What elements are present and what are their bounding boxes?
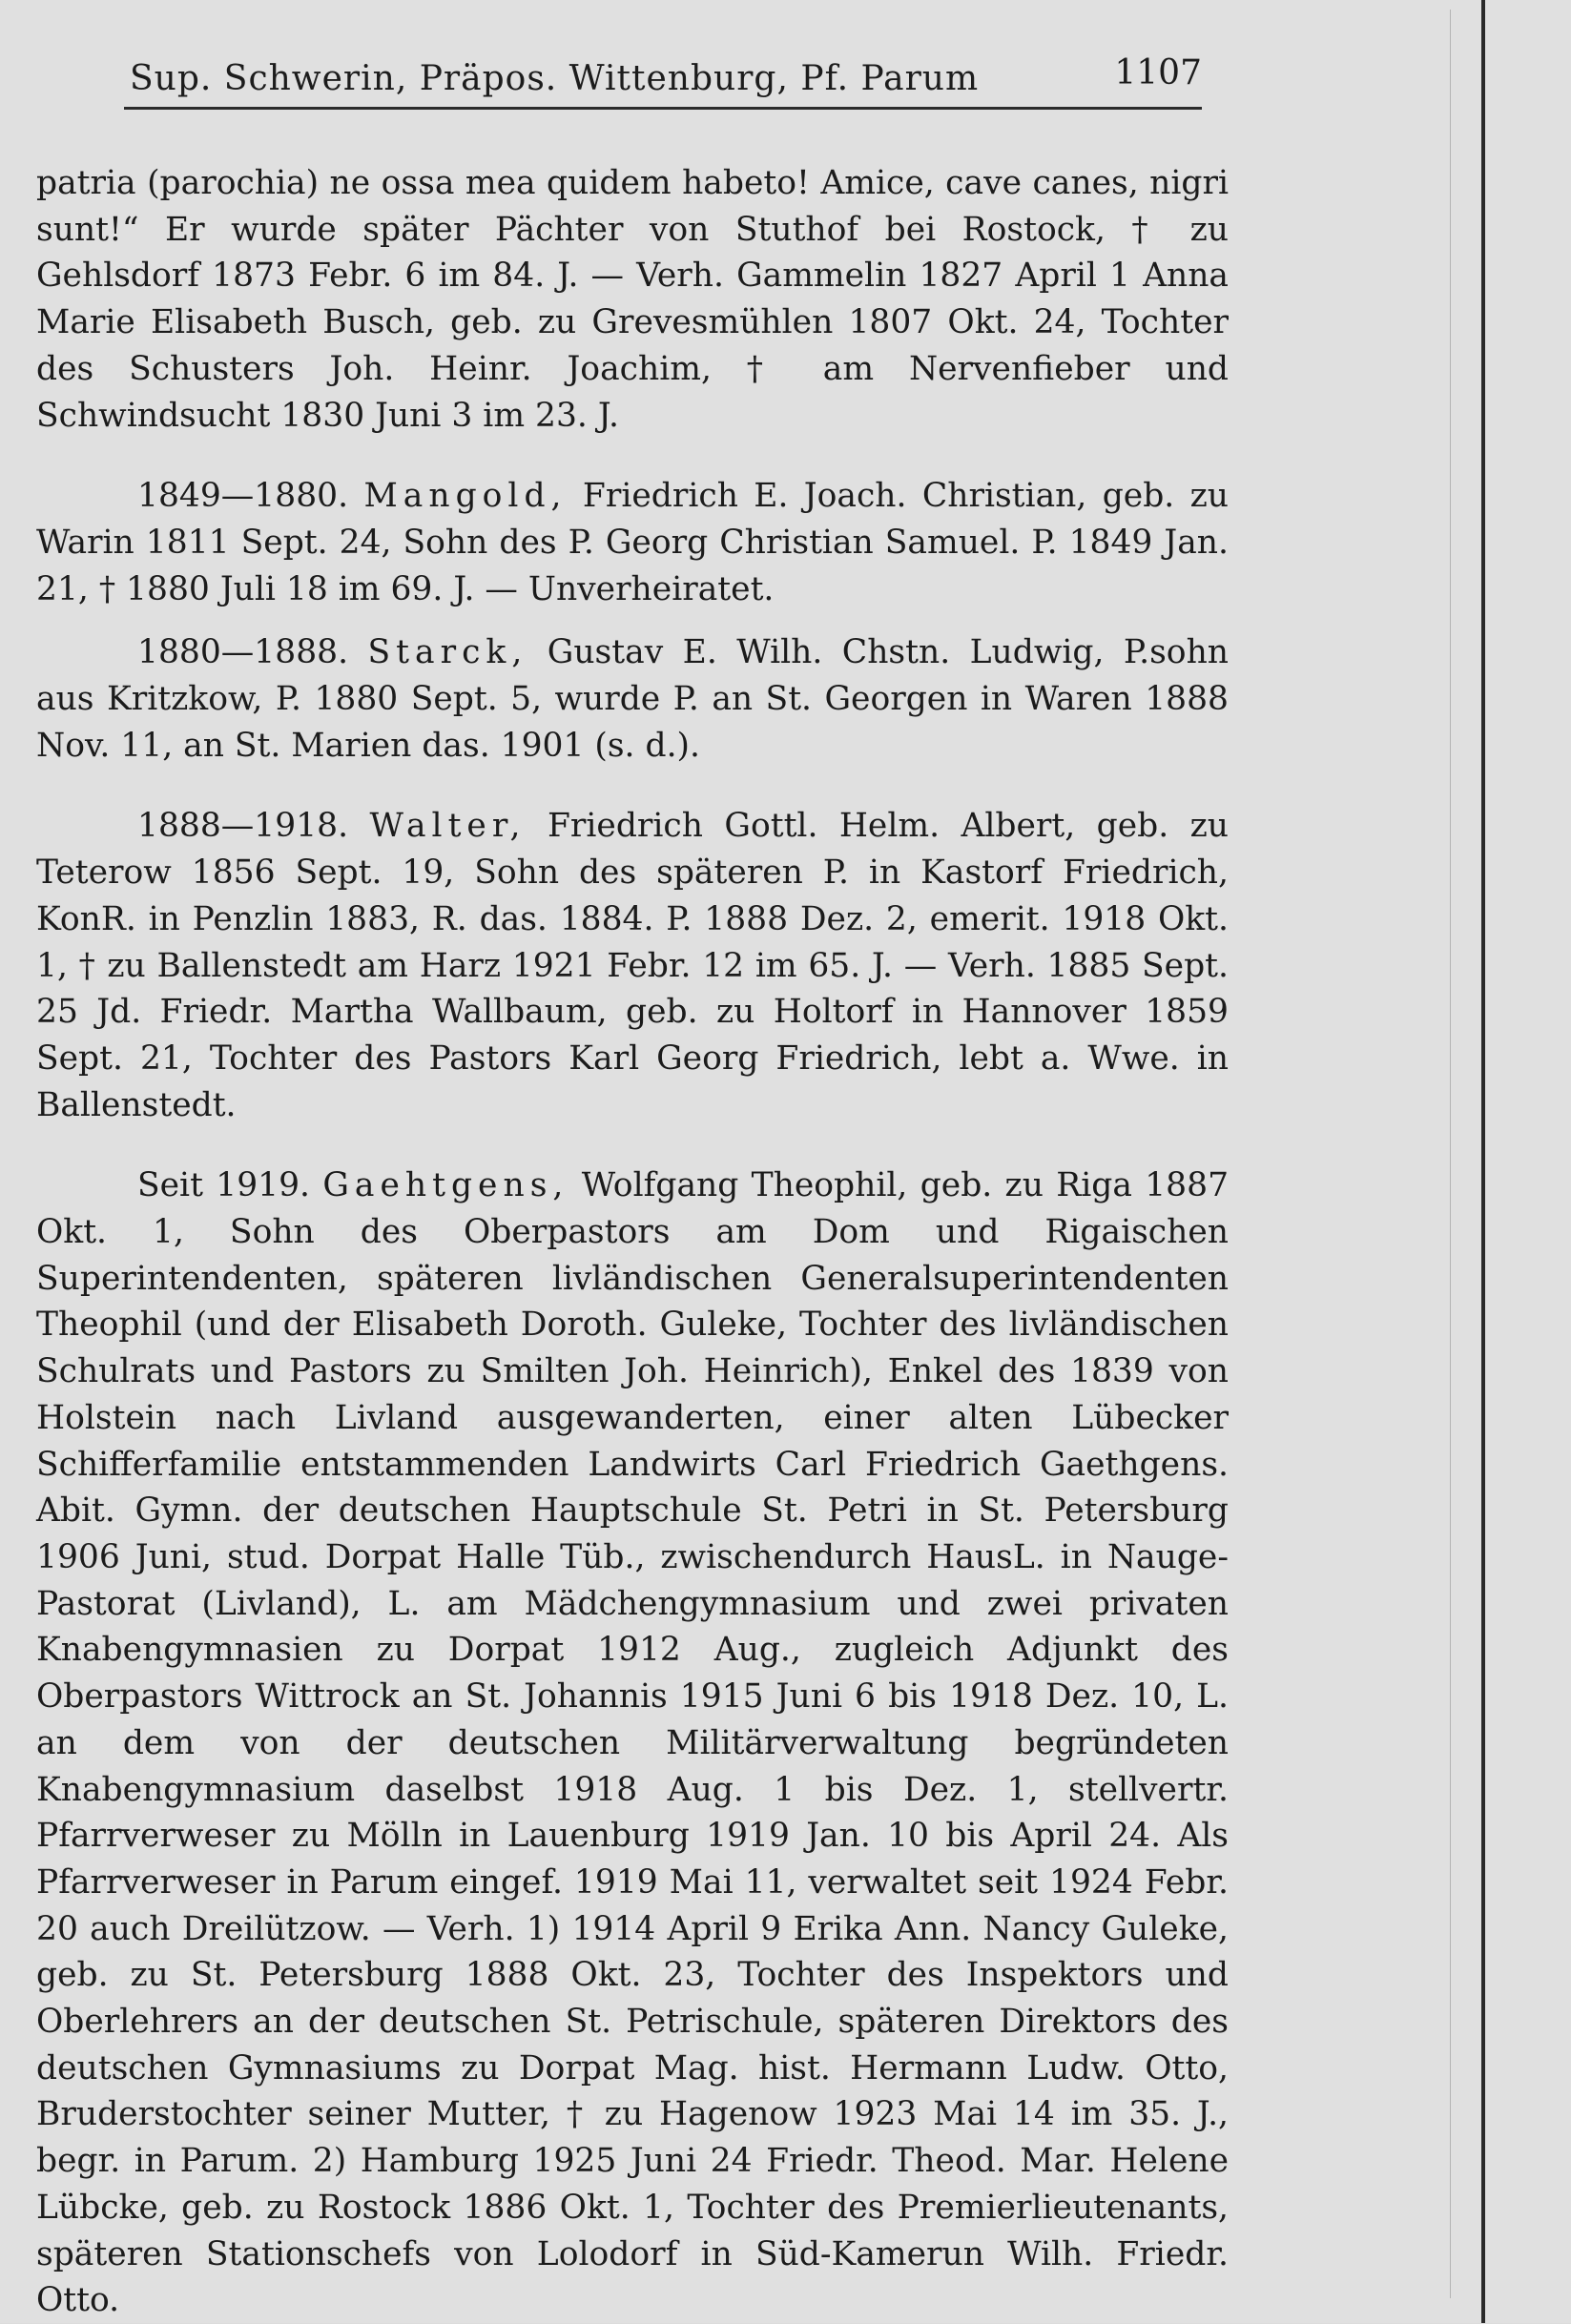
page-body	[36, 160, 1229, 2324]
entry-years: Seit 1919.	[137, 1166, 311, 1205]
entry-years: 1880—1888.	[137, 633, 349, 672]
entry-name: Walter,	[369, 807, 527, 846]
entry-mangold	[36, 473, 1229, 612]
entry-years: 1888—1918.	[137, 807, 349, 846]
entry-text: Gustav E. Wilh. Chstn. Ludwig, P.sohn aus Kritzkow, P. 1880 Sept. 5, wurde P. an St. Georgen in Waren 1888 Nov. 11, an St. Marien das. 1901 (s. d.).	[36, 633, 1230, 765]
entry-years: 1849—1880.	[137, 477, 349, 516]
entry-name: Gaehtgens,	[322, 1166, 569, 1205]
intro-paragraph: patria (parochia) ne ossa mea quidem habeto! Amice, cave canes, nigri sunt!“ Er wurde später Pächter von Stuthof bei Rostock, † zu Gehlsdorf 1873 Febr. 6 im 84. J. — Verh. Gammelin 1827 April 1 Anna Marie Elisabeth Busch, geb. zu Grevesmühlen 1807 Okt. 24, Tochter des Schusters Joh. Heinr. Joachim, † am Nervenfieber und Schwindsucht 1830 Juni 3 im 23. J.	[36, 164, 1229, 435]
entry-text: Friedrich Gottl. Helm. Albert, geb. zu Teterow 1856 Sept. 19, Sohn des späteren P. in Kastorf Friedrich, KonR. in Penzlin 1883, R. das. 1884. P. 1888 Dez. 2, emerit. 1918 Okt. 1, † zu Ballenstedt am Harz 1921 Febr. 12 im 65. J. — Verh. 1885 Sept. 25 Jd. Friedr. Martha Wallbaum, geb. zu Holtorf in Hannover 1859 Sept. 21, Tochter des Pastors Karl Georg Friedrich, lebt a. Wwe. in Ballenstedt.	[36, 807, 1230, 1124]
entry-text: Friedrich E. Joach. Christian, geb. zu Warin 1811 Sept. 24, Sohn des P. Georg Christian Samuel. P. 1849 Jan. 21, † 1880 Juli 18 im 69. J. — Unverheiratet.	[36, 477, 1230, 608]
header-title: Sup. Schwerin, Präpos. Wittenburg, Pf. Parum	[130, 59, 980, 98]
entry-starck	[36, 629, 1229, 769]
entry-name: Starck,	[367, 633, 528, 672]
page-shadow-line	[1450, 10, 1451, 2298]
entry-gaehtgens	[36, 1162, 1229, 2324]
page-edge-rule	[1481, 0, 1485, 2323]
entry-text: Wolfgang Theophil, geb. zu Riga 1887 Okt. 1, Sohn des Oberpastors am Dom und Rigaischen Superintendenten, späteren livländischen Generalsuperintendenten Theophil (und der Elisabeth Doroth. Guleke, Tochter des livländischen Schulrats und Pastors zu Smilten Joh. Heinrich), Enkel des 1839 von Holstein nach Livland ausgewanderten, einer alten Lübecker Schifferfamilie entstammenden Landwirts Carl Friedrich Gaethgens. Abit. Gymn. der deutschen Hauptschule St. Petri in St. Petersburg 1906 Juni, stud. Dorpat Halle Tüb., zwischendurch HausL. in Nauge-Pastorat (Livland), L. am Mädchengymnasium und zwei privaten Knabengymnasien zu Dorpat 1912 Aug., zugleich Adjunkt des Oberpastors Wittrock an St. Johannis 1915 Juni 6 bis 1918 Dez. 10, L. an dem von der deutschen Militärverwaltung begründeten Knabengymnasium daselbst 1918 Aug. 1 bis Dez. 1, stellvertr. Pfarrverweser zu Mölln in Lauenburg 1919 Jan. 10 bis April 24. Als Pfarrverweser in Parum eingef. 1919 Mai 11, verwaltet seit 1924 Febr. 20 auch Dreilützow. — Verh. 1) 1914 April 9 Erika Ann. Nancy Guleke, geb. zu St. Petersburg 1888 Okt. 23, Tochter des Inspektors und Oberlehrers an der deutschen St. Petrischule, späteren Direktors des deutschen Gymnasiums zu Dorpat Mag. hist. Hermann Ludw. Otto, Bruderstochter seiner Mutter, † zu Hagenow 1923 Mai 14 im 35. J., begr. in Parum. 2) Hamburg 1925 Juni 24 Friedr. Theod. Mar. Helene Lübcke, geb. zu Rostock 1886 Okt. 1, Tochter des Premierlieutenants, späteren Stationschefs von Lolodorf in Süd-Kamerun Wilh. Friedr. Otto.	[36, 1166, 1230, 2320]
entry-name: Mangold,	[363, 477, 568, 516]
entry-walter	[36, 803, 1229, 1128]
page-number: 1107	[1114, 53, 1202, 93]
running-header	[124, 53, 1202, 110]
